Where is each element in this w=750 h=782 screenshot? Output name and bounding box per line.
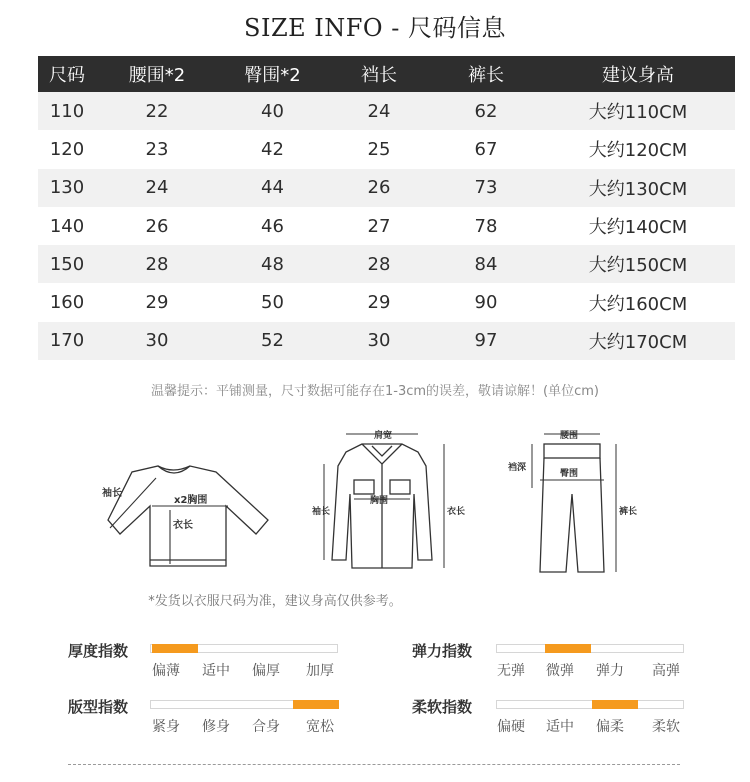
cell-rise: 27 (367, 215, 391, 237)
cell-length: 78 (474, 215, 498, 237)
cell-size: 170 (49, 330, 85, 352)
pants-rise-label: 裆深 (508, 463, 527, 473)
elasticity-option: 无弹 (497, 663, 525, 679)
sweater-chest-label: x2胸围 (174, 495, 208, 506)
elasticity-index-label: 弹力指数 (412, 642, 473, 660)
header-size: 尺码 (49, 65, 85, 86)
cell-hip: 42 (261, 138, 284, 160)
shirt-sleeve-label: 袖长 (312, 507, 331, 517)
cell-waist: 29 (145, 292, 169, 314)
elasticity-option: 高弹 (652, 663, 680, 679)
pants-hip-label: 臀围 (560, 469, 579, 479)
thickness-option: 偏薄 (152, 663, 180, 679)
cell-waist: 22 (145, 100, 169, 122)
bottom-divider (68, 764, 680, 765)
fit-option: 合身 (252, 719, 280, 735)
header-rise: 裆长 (361, 65, 397, 86)
cell-height: 大约130CM (588, 178, 688, 200)
thickness-option: 加厚 (306, 663, 334, 679)
header-height: 建议身高 (602, 65, 674, 86)
cell-size: 140 (49, 215, 85, 237)
fit-index-label: 版型指数 (68, 698, 129, 716)
cell-hip: 46 (261, 215, 284, 237)
table-row (38, 322, 735, 360)
thickness-index-fill (152, 644, 198, 653)
cell-hip: 50 (261, 292, 284, 314)
cell-rise: 30 (367, 330, 391, 352)
elasticity-option: 微弹 (546, 663, 574, 679)
cell-waist: 30 (145, 330, 169, 352)
cell-rise: 29 (367, 292, 391, 314)
shirt-shoulder-label: 肩宽 (374, 431, 393, 441)
header-waist: 腰围*2 (128, 65, 186, 86)
table-row (38, 207, 735, 245)
softness-option: 适中 (546, 719, 574, 735)
measurement-note: 温馨提示：平铺测量，尺寸数据可能存在1-3cm的误差，敬请谅解！(单位cm) (151, 384, 599, 399)
cell-size: 150 (49, 253, 85, 275)
size-table (38, 56, 735, 360)
table-row (38, 130, 735, 168)
page-title: SIZE INFO - 尺码信息 (244, 14, 506, 42)
thickness-option: 适中 (202, 663, 230, 679)
cell-length: 97 (474, 330, 498, 352)
cell-length: 90 (474, 292, 498, 314)
cell-hip: 44 (261, 177, 284, 199)
cell-waist: 23 (145, 138, 169, 160)
sweater-diagram (98, 448, 273, 577)
softness-option: 柔软 (652, 719, 680, 735)
cell-hip: 48 (261, 253, 284, 275)
shirt-sketch (302, 424, 466, 574)
thickness-index-bar (150, 644, 338, 653)
softness-option: 偏柔 (596, 719, 624, 735)
cell-rise: 24 (367, 100, 391, 122)
fit-index-bar (150, 700, 338, 709)
cell-length: 67 (474, 138, 498, 160)
cell-height: 大约110CM (588, 102, 688, 124)
cell-length: 73 (474, 177, 498, 199)
pants-length-label: 裤长 (619, 507, 638, 517)
cell-hip: 40 (261, 100, 284, 122)
fit-option: 宽松 (306, 719, 334, 735)
fit-option: 修身 (202, 719, 230, 735)
shipping-disclaimer: *发货以衣服尺码为准，建议身高仅供参考。 (148, 594, 402, 609)
cell-waist: 28 (145, 253, 169, 275)
cell-rise: 26 (367, 177, 391, 199)
cell-hip: 52 (261, 330, 284, 352)
table-row (38, 245, 735, 283)
softness-index-fill (592, 700, 638, 709)
shirt-length-label: 衣长 (447, 507, 466, 517)
cell-size: 110 (49, 100, 85, 122)
header-hip: 臀围*2 (244, 65, 301, 86)
header-length: 裤长 (468, 65, 504, 86)
softness-index-bar (496, 700, 684, 709)
thickness-index-label: 厚度指数 (68, 642, 129, 660)
cell-height: 大约160CM (588, 293, 688, 315)
cell-length: 62 (474, 100, 498, 122)
table-row (38, 283, 735, 321)
cell-waist: 26 (145, 215, 169, 237)
sweater-length-label: 衣长 (173, 520, 193, 531)
cell-size: 160 (49, 292, 85, 314)
softness-option: 偏硬 (497, 719, 525, 735)
cell-length: 84 (474, 253, 498, 275)
shirt-chest-label: 胸围 (370, 496, 389, 506)
table-row (38, 92, 735, 130)
fit-index-fill (293, 700, 339, 709)
pants-waist-label: 腰围 (560, 431, 579, 441)
cell-size: 120 (49, 138, 85, 160)
fit-option: 紧身 (152, 719, 180, 735)
pants-sketch (500, 424, 640, 579)
pants-diagram (500, 424, 640, 583)
cell-waist: 24 (145, 177, 169, 199)
elasticity-index-bar (496, 644, 684, 653)
cell-rise: 25 (367, 138, 391, 160)
cell-height: 大约170CM (588, 331, 688, 353)
size-table-header (38, 56, 735, 92)
thickness-option: 偏厚 (252, 663, 280, 679)
softness-index-label: 柔软指数 (412, 698, 473, 716)
cell-height: 大约120CM (588, 140, 688, 162)
cell-rise: 28 (367, 253, 391, 275)
shirt-diagram (302, 424, 466, 578)
sweater-sleeve-label: 袖长 (102, 488, 122, 499)
cell-height: 大约140CM (588, 217, 688, 239)
elasticity-index-fill (545, 644, 591, 653)
table-row (38, 169, 735, 207)
cell-height: 大约150CM (588, 255, 688, 277)
sweater-sketch (98, 448, 273, 573)
elasticity-option: 弹力 (596, 663, 624, 679)
cell-size: 130 (49, 177, 85, 199)
